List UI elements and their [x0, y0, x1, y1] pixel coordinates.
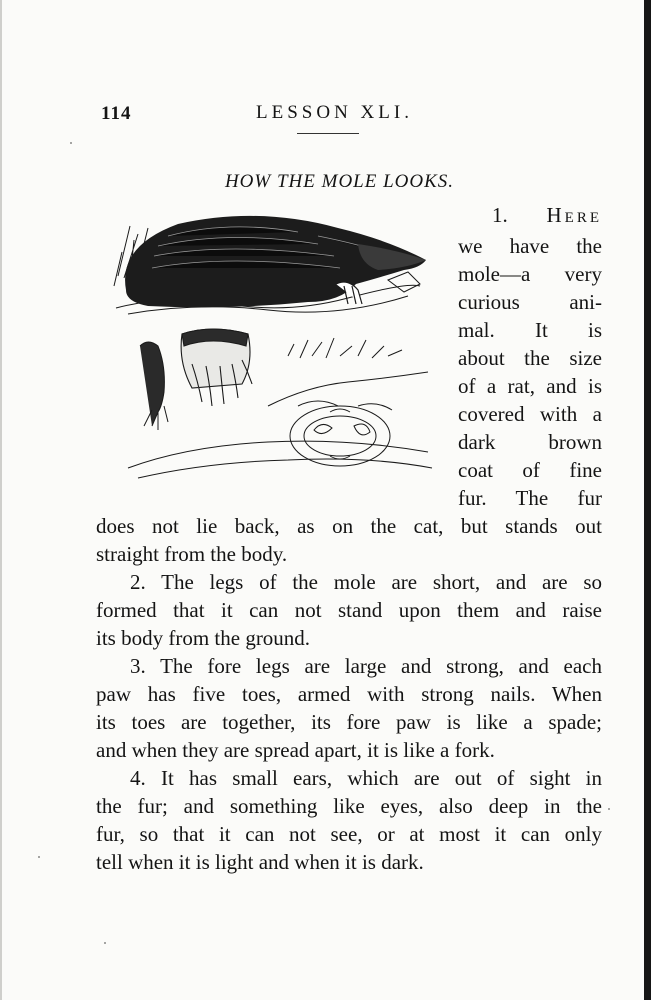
scan-speck [608, 808, 610, 810]
paragraph-4-line: fur, so that it can not see, or at most it can only [96, 822, 602, 846]
paragraph-1-line: covered with a [458, 402, 602, 426]
paragraph-2-line: formed that it can not stand upon them and raise [96, 598, 602, 622]
paragraph-3-line: paw has five toes, armed with strong nails. When [96, 682, 602, 706]
paragraph-1-line: dark brown [458, 430, 602, 454]
scan-speck [70, 142, 72, 144]
paragraph-1-line: curious ani- [458, 290, 602, 314]
paragraph-2-line: 2. The legs of the mole are short, and are so [130, 570, 602, 594]
paragraph-1-line: mal. It is [458, 318, 602, 342]
paragraph-1-line: mole—a very [458, 262, 602, 286]
header-rule [297, 133, 359, 134]
scan-edge-left [0, 0, 2, 1000]
lesson-title: HOW THE MOLE LOOKS. [224, 171, 455, 192]
paragraph-number: 1. [492, 203, 508, 227]
paragraph-1-line: of a rat, and is [458, 374, 602, 398]
running-head: LESSON XLI. [256, 102, 413, 123]
scan-speck [38, 856, 40, 858]
paragraph-3-line: and when they are spread apart, it is like a fork. [96, 738, 495, 762]
paragraph-1-line: does not lie back, as on the cat, but stands out [96, 514, 602, 538]
paragraph-1-line-1 [492, 202, 602, 228]
mole-engraving-icon [108, 206, 438, 496]
paragraph-4-line: the fur; and something like eyes, also deep in the [96, 794, 602, 818]
paragraph-1-line: straight from the body. [96, 542, 288, 566]
scan-edge-right [644, 0, 651, 1000]
paragraph-3-line: 3. The fore legs are large and strong, and each [130, 654, 602, 678]
scan-speck [104, 942, 106, 944]
paragraph-4-line: 4. It has small ears, which are out of sight in [130, 766, 602, 790]
paragraph-1-line: we have the [458, 234, 602, 258]
page-number: 114 [101, 103, 132, 124]
paragraph-1-line: coat of fine [458, 458, 602, 482]
paragraph-4-line: tell when it is light and when it is dark. [96, 850, 424, 874]
paragraph-3-line: its toes are together, its fore paw is like a spade; [96, 710, 602, 734]
paragraph-2-line: its body from the ground. [96, 626, 311, 650]
paragraph-1-line: about the size [458, 346, 602, 370]
paragraph-first-word: Here [546, 203, 602, 227]
paragraph-1-line: fur. The fur [458, 486, 602, 510]
